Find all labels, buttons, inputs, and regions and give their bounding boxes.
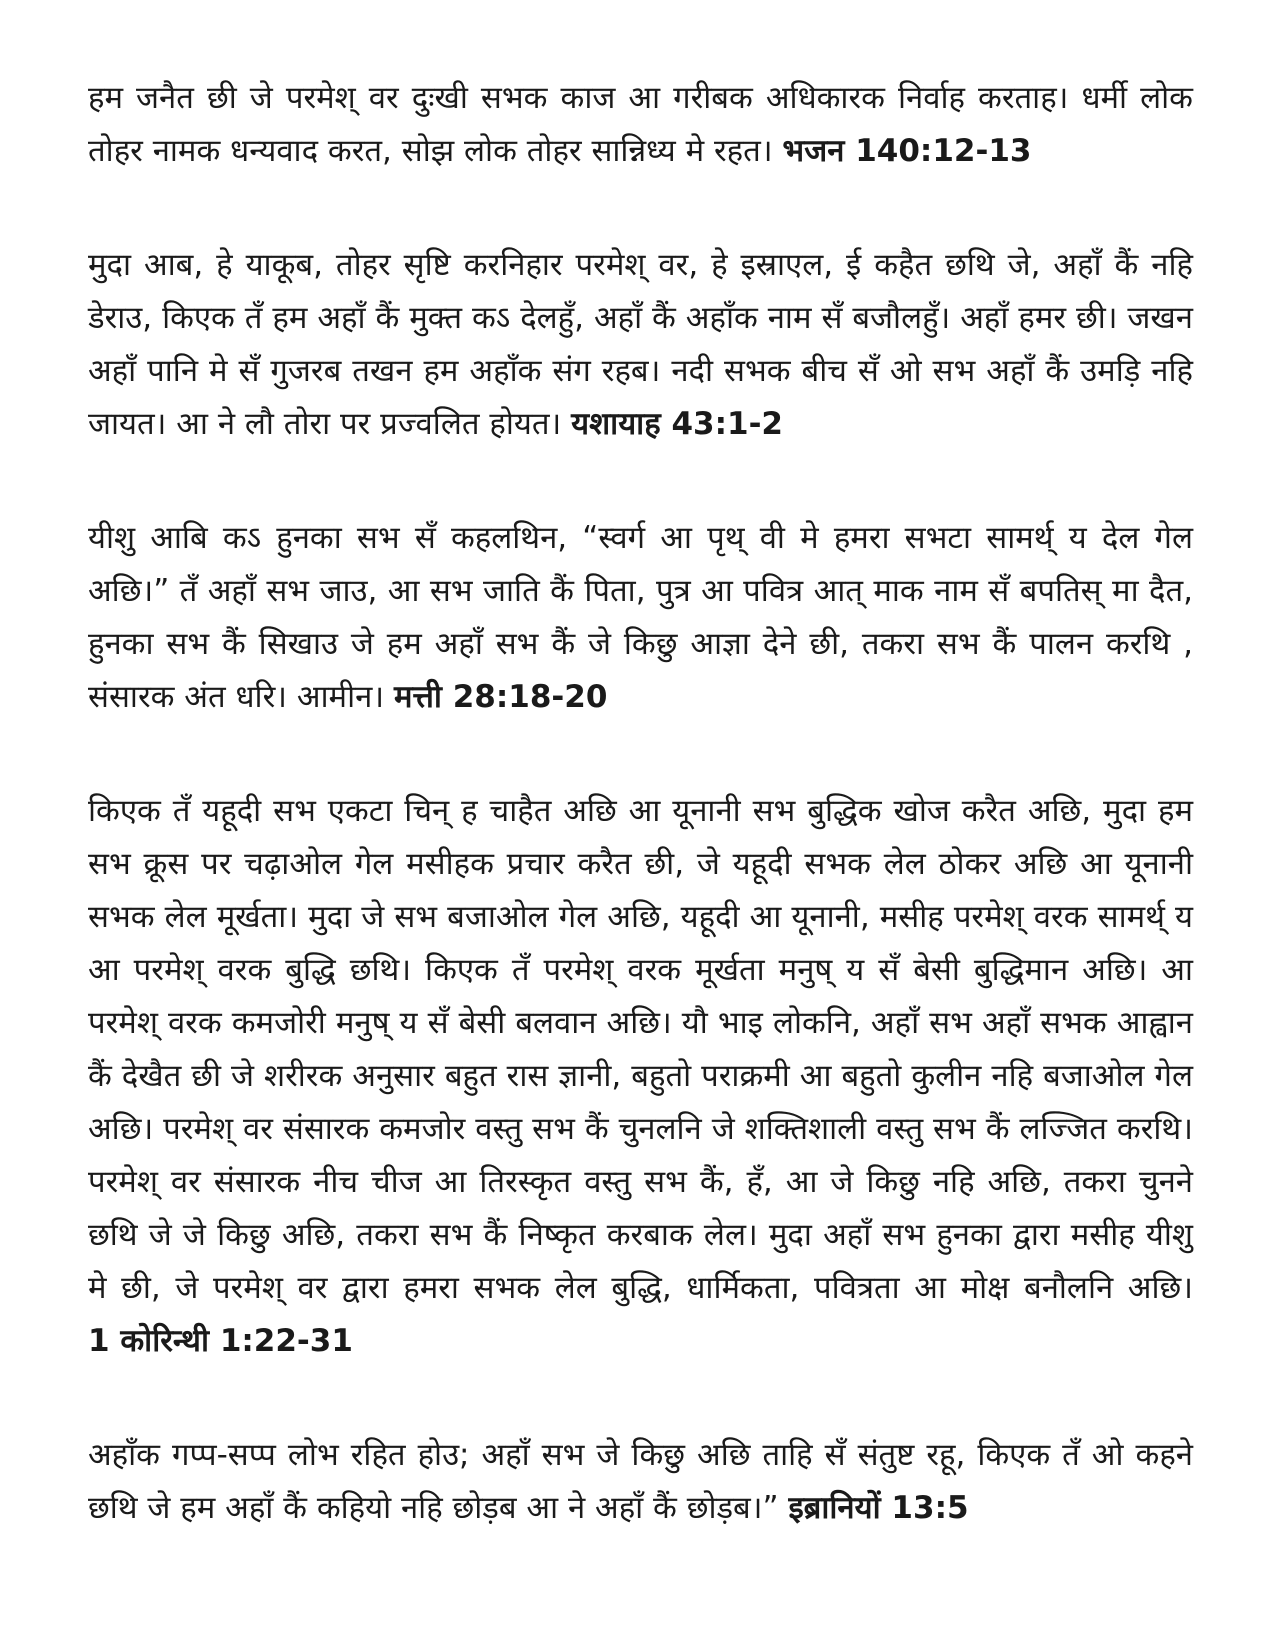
scripture-reference: इब्रानियों 13:5 [788,1490,969,1526]
scripture-reference: भजन 140:12-13 [782,133,1032,169]
passage-text: मुदा आब, हे याकूब, तोहर सृष्टि करनिहार परमेश् वर, हे इस्राएल, ई कहैत छथि जे, अहाँ कैं नहि डेराउ, किएक तँ हम अहाँ कैं मुक्त कऽ देलहुँ, अहाँ कैं अहाँक नाम सँ बजौलहुँ। अहाँ हमर छी। जखन अहाँ पानि मे सँ गुजरब तखन हम अहाँक संग रहब। नदी सभक बीच सँ ओ सभ अहाँ कैं उमड़ि नहि जायत। आ ने लौ तोरा पर प्रज्वलित होयत। [88,247,1193,442]
document-page [88,72,1193,1596]
passage-psalm [88,72,1193,178]
scripture-reference: 1 कोरिन्थी 1:22-31 [88,1323,353,1359]
passage-matthew [88,512,1193,724]
passage-corinthians [88,785,1193,1368]
scripture-reference: यशायाह 43:1-2 [571,406,784,442]
passage-text: अहाँक गप्प-सप्प लोभ रहित होउ; अहाँ सभ जे किछु अछि ताहि सँ संतुष्ट रहू, किएक तँ ओ कहने छथि जे हम अहाँ कैं कहियो नहि छोड़ब आ ने अहाँ कैं छोड़ब।” [88,1437,1193,1526]
passage-hebrews [88,1429,1193,1535]
passage-text: किएक तँ यहूदी सभ एकटा चिन् ह चाहैत अछि आ यूनानी सभ बुद्धिक खोज करैत अछि, मुदा हम सभ क्रूस पर चढ़ाओल गेल मसीहक प्रचार करैत छी, जे यहूदी सभक लेल ठोकर अछि आ यूनानी सभक लेल मूर्खता। मुदा जे सभ बजाओल गेल अछि, यहूदी आ यूनानी, मसीह परमेश् वरक सामर्थ् य आ परमेश् वरक बुद्धि छथि। किएक तँ परमेश् वरक मूर्खता मनुष् य सँ बेसी बुद्धिमान अछि। आ परमेश् वरक कमजोरी मनुष् य सँ बेसी बलवान अछि। यौ भाइ लोकनि, अहाँ सभ अहाँ सभक आह्वान कैं देखैत छी जे शरीरक अनुसार बहुत रास ज्ञानी, बहुतो पराक्रमी आ बहुतो कुलीन नहि बजाओल गेल अछि। परमेश् वर संसारक कमजोर वस्तु सभ कैं चुनलनि जे शक्तिशाली वस्तु सभ कैं लज्जित करथि। परमेश् वर संसारक नीच चीज आ तिरस्कृत वस्तु सभ कैं, हँ, आ जे किछु नहि अछि, तकरा चुनने छथि जे जे किछु अछि, तकरा सभ कैं निष्कृत करबाक लेल। मुदा अहाँ सभ हुनका द्वारा मसीह यीशु मे छी, जे परमेश् वर द्वारा हमरा सभक लेल बुद्धि, धार्मिकता, पवित्रता आ मोक्ष बनौलनि अछि। [88,793,1193,1306]
passage-text: यीशु आबि कऽ हुनका सभ सँ कहलथिन, “स्वर्ग आ पृथ् वी मे हमरा सभटा सामर्थ् य देल गेल अछि।” तँ अहाँ सभ जाउ, आ सभ जाति कैं पिता, पुत्र आ पवित्र आत् माक नाम सँ बपतिस् मा दैत, हुनका सभ कैं सिखाउ जे हम अहाँ सभ कैं जे किछु आज्ञा देने छी, तकरा सभ कैं पालन करथि , संसारक अंत धरि। आमीन। [88,520,1193,715]
passage-isaiah [88,239,1193,451]
passage-text: हम जनैत छी जे परमेश् वर दुःखी सभक काज आ गरीबक अधिकारक निर्वाह करताह। धर्मी लोक तोहर नामक धन्यवाद करत, सोझ लोक तोहर सान्निध्य मे रहत। [88,80,1193,169]
scripture-reference: मत्ती 28:18-20 [393,679,608,715]
